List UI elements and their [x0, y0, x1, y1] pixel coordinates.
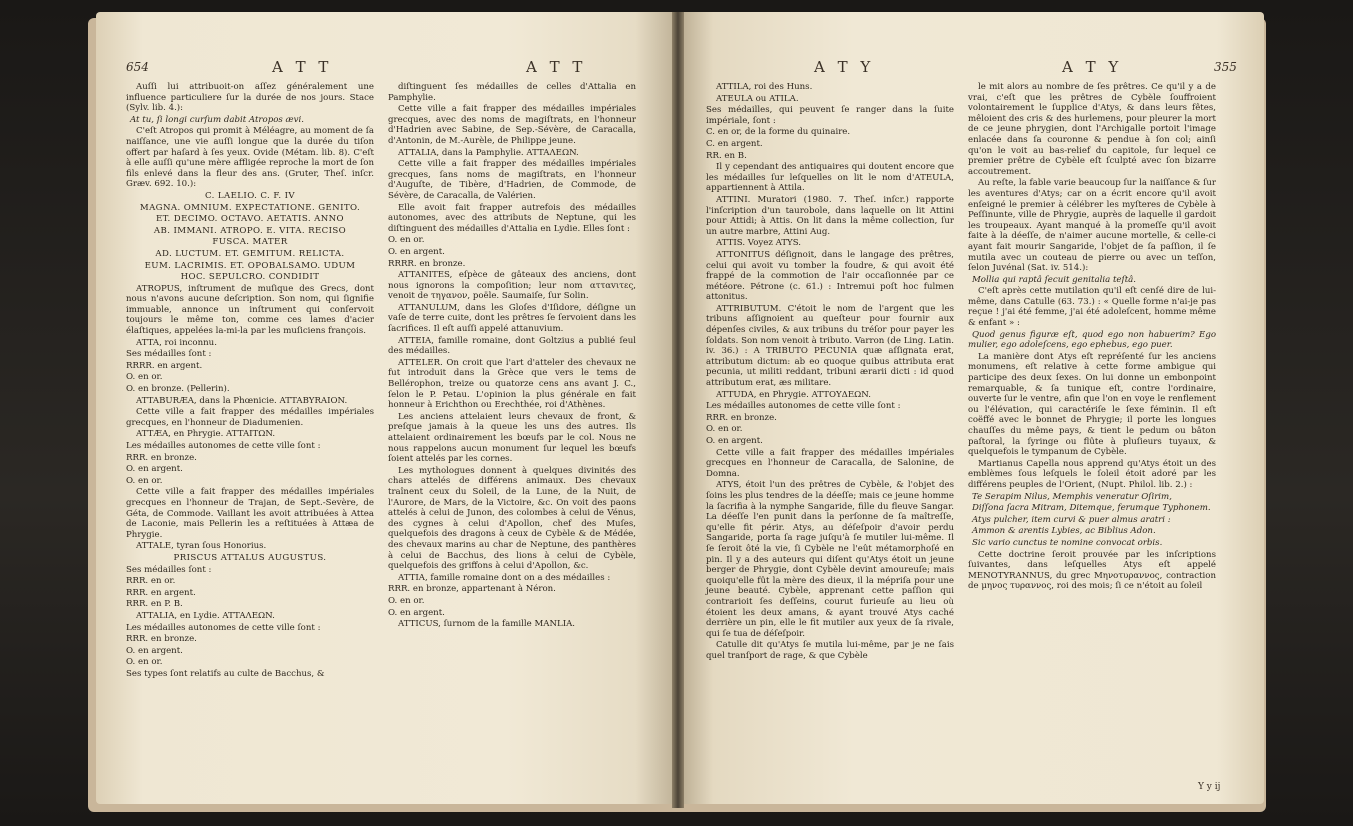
text-paragraph: Diſſona ſacra Mitram, Ditemque, ferumque Typhonem. [972, 503, 1211, 514]
text-paragraph: ATTA, roi inconnu. [136, 337, 217, 348]
text-paragraph: Ses types ſont relatifs au culte de Bacchus, & [126, 668, 325, 679]
right-running-head-col1: A T Y [814, 58, 875, 76]
text-paragraph: Cette ville a fait frapper des médailles impériales grecques en l'honneur de Trajan, de Sept.-Sevère, de Géta, de Commode. Vaillant les avoit attribuées à Attea de Laconie, mais Pellerin les a reſtituées à Attæa de Phrygie. [126, 487, 374, 540]
signature-mark: Y y ij [1198, 782, 1221, 792]
text-paragraph: RRR. en or. [126, 576, 176, 587]
text-paragraph: HOC. SEPULCRO. CONDIDIT [180, 272, 320, 283]
text-paragraph: ATTANULUM, dans les Gloſes d'Iſidore, déſigne un vaſe de terre cuite, dont les prêtres ſe ſervoient dans les ſacrifices. Il eſt auſſi appelé attanuvium. [388, 302, 636, 335]
book-gutter [672, 12, 684, 808]
text-paragraph: ATTELER. On croit que l'art d'atteler des chevaux ne fut introduit dans la Grèce que vers le tems de Bellérophon, treize ou quatorze cens ans avant J. C., ſelon le P. Petau. L'opinion la plus générale en fait honneur à Erichthon ou Erechthée, roi d'Athènes. [388, 357, 636, 411]
text-paragraph: RRR. en P. B. [126, 599, 183, 610]
text-paragraph: O. en or. [706, 424, 743, 435]
text-paragraph: O. en argent. [126, 464, 183, 475]
text-paragraph: ATTUDA, en Phrygie. ATTOYΔEΩN. [716, 389, 871, 400]
text-paragraph: O. en argent. [388, 607, 445, 618]
text-paragraph: ATTRIBUTUM. C'étoit le nom de l'argent que les tribuns aſſignoient au queſteur pour fournir aux dépenſes civiles, & aux tribuns du tréſor pour payer les ſoldats. Son nom venoit à tributo. Varron (de Ling. Latin. iv. 36.) : A TRIBUTO PECUNIA quæ aſſignata erat, attributum dictum: ab eo quoque quibus attributa erat pecunia, ut militi reddant, tribuni ærarii dicti : id quod attributum erat, æs militare. [706, 303, 954, 389]
text-paragraph: Ammon & arentis Lybies, ac Biblius Adon. [972, 526, 1156, 537]
text-paragraph: Quod genus figuræ eſt, quod ego non habuerim? Ego mulier, ego adoleſcens, ego ephebus, ego puer. [968, 329, 1216, 351]
text-paragraph: ATTEIA, famille romaine, dont Goltzius a publié ſeul des médailles. [388, 335, 636, 357]
text-paragraph: Ses médailles ſont : [126, 564, 212, 575]
text-paragraph: O. en argent. [126, 645, 183, 656]
text-paragraph: ATYS, étoit l'un des prêtres de Cybèle, & l'objet des ſoins les plus tendres de la déeſſe; mais ce jeune homme la ſacrifia à la nymphe Sangaride, fille du fleuve Sangar. La déeſſe l'en punit dans la perſonne de ſa maîtreſſe, qu'elle fit périr. Atys, au déſeſpoir d'avoir perdu Sangaride, porta ſa rage juſqu'à ſe mutiler lui-même. Il ſe ſeroit ôté la vie, ſi Cybèle ne l'eût métamorphoſé en pin. Il y a des auteurs qui diſent qu'Atys étoit un jeune berger de Phrygie, dont Cybèle devint amoureuſe; mais quoiqu'elle fût la mère des dieux, il la mépriſa pour une jeune beauté. Cybèle, apprenant cette paſſion qui contrarioit ſes deſſeins, courut furieuſe au lieu où étoient les deux amans, & ayant trouvé Atys caché derrière un pin, elle le fit mutiler aux yeux de ſa rivale, qui ſe tua de déſeſpoir. [706, 480, 954, 639]
text-paragraph: O. en or. [388, 235, 425, 246]
text-paragraph: ATROPUS, inſtrument de muſique des Grecs, dont nous n'avons aucune deſcription. Son nom, qui ſignifie immuable, annonce un inſtrument qui conſervoit toujours le même ton, comme ces lames d'acier élaſtiques, appelées la-mi-la par les muſiciens françois. [126, 283, 374, 337]
right-page-number: 355 [1214, 60, 1237, 74]
text-paragraph: Il y cependant des antiquaires qui doutent encore que les médailles ſur leſquelles on lit le nom d'ATEULA, appartiennent à Attila. [706, 162, 954, 194]
text-paragraph: C. en or, de la forme du quinaire. [706, 127, 851, 138]
text-paragraph: Les médailles autonomes de cette ville ſont : [126, 441, 321, 451]
text-paragraph: Catulle dit qu'Atys ſe mutila lui-même, par je ne ſais quel tranſport de rage, & que Cybèle [706, 640, 954, 661]
text-paragraph: Elle avoit fait frapper autrefois des médailles autonomes, avec des attributs de Neptune, qui les diſtinguent des médailles d'Attalia en Lydie. Elles ſont : [388, 202, 636, 234]
text-paragraph: le mit alors au nombre de ſes prêtres. Ce qu'il y a de vrai, c'eſt que les prêtres de Cybèle ſouffroient volontairement le ſupplice d'Atys, & dans leurs fêtes, mêloient des cris & des hurlemens, pour pleurer la mort de ce jeune phrygien, dont l'Archigalle portoit l'image enlacée dans ſa couronne & pendue à ſon col; ainſi qu'on le voit au bas-relief du capitole, ſur lequel ce premier prêtre de Cybèle eſt ſculpté avec ſon bizarre accoutrement. [968, 82, 1216, 177]
open-book [88, 12, 1266, 812]
left-running-head-col2: A T T [526, 58, 587, 76]
left-page-number: 654 [126, 60, 149, 74]
text-paragraph: O. en or. [388, 595, 425, 606]
text-paragraph: RRR. en argent. [126, 587, 196, 598]
text-paragraph: PRISCUS ATTALUS AUGUSTUS. [173, 552, 327, 563]
text-paragraph: RRR. en bronze. [126, 452, 197, 463]
text-paragraph: EUM. LACRIMIS. ET. OPOBALSAMO. UDUM [144, 260, 356, 271]
text-paragraph: Ses médailles ſont : [126, 349, 212, 360]
text-paragraph: RRR. en bronze. [706, 412, 777, 423]
text-paragraph: Les médailles autonomes de cette ville ſont : [126, 622, 321, 633]
text-paragraph: ATEULA ou ATILA. [716, 93, 799, 104]
text-paragraph: RR. en B. [706, 150, 747, 161]
text-paragraph: RRR. en bronze, appartenant à Néron. [388, 584, 556, 595]
text-paragraph: Sic vario cunctus te nomine convocat orbis. [972, 537, 1163, 548]
text-paragraph: O. en or. [126, 372, 163, 383]
text-paragraph: Les anciens attelaient leurs chevaux de front, & preſque jamais à la queue les uns des autres. Ils attelaient ordinairement les bœufs par le col. Nous ne nous rappelons aucun monument ſur lequel les bœufs ſoient attelés par les cornes. [388, 411, 636, 465]
text-paragraph: AB. IMMANI. ATROPO. E. VITA. RECISO [153, 225, 347, 236]
text-paragraph: C'eſt Atropos qui promit à Méléagre, au moment de ſa naiſſance, une vie auſſi longue que la durée du tiſon offert par haſard à ſes yeux. Ovide (Métam. lib. 8). C'eſt à elle auſſi qu'une mère affligée reproche la mort de ſon fils enlevé dans la fleur des ans. (Gruter, Theſ. inſcr. Græv. 692. 10.): [126, 126, 374, 190]
text-paragraph: C. en argent. [706, 138, 763, 149]
text-paragraph: Cette ville a fait frapper des médailles impériales grecques, ſans noms de magiſtrats, en l'honneur d'Auguſte, de Tibère, d'Hadrien, de Commode, de Sévère, de Caracalla, de Valérien. [388, 159, 636, 201]
text-paragraph: O. en argent. [388, 246, 445, 257]
text-paragraph: ATTANITES, eſpèce de gâteaux des anciens, dont nous ignorons la compoſition; leur nom ατταvιτɛς, venoit de τηγανον, poële. Saumaiſe, ſur Solin. [388, 270, 636, 302]
text-paragraph: Auſſi lui attribuoit-on aſſez généralement une influence particuliere ſur la durée de nos jours. Stace (Sylv. lib. 4.): [126, 82, 374, 114]
text-paragraph: ET. DECIMO. OCTAVO. AETATIS. ANNO [155, 214, 344, 225]
text-paragraph: Cette doctrine ſeroit prouvée par les inſcriptions ſuivantes, dans leſquelles Atys eſt appelé MENOTYRANNUS, du grec Μηνοτυραννος, contraction de μηνος τυραννος, roi des mois; ſi ce n'étoit au ſoleil [968, 549, 1216, 592]
text-paragraph: ATTONITUS déſignoit, dans le langage des prêtres, celui qui avoit vu tomber la foudre, & qui avoit été frappé de la commotion de l'air occaſionnée par ce météore. Pétrone (c. 61.) : Intremui poſt hoc fulmen attonitus. [706, 249, 954, 303]
text-paragraph: C'eſt après cette mutilation qu'il eſt cenſé dire de lui-même, dans Catulle (63. 73.) : « Quelle forme n'ai-je pas reçue ! j'ai été femme, j'ai été adoleſcent, homme même & enfant » : [968, 286, 1216, 329]
right-running-head-col2: A T Y [1062, 58, 1123, 76]
text-paragraph: Martianus Capella nous apprend qu'Atys étoit un des emblèmes ſous leſquels le ſoleil étoit adoré par les différens peuples de l'Orient, (Nupt. Philol. lib. 2.) : [968, 458, 1216, 490]
text-paragraph: ATTILA, roi des Huns. [716, 82, 813, 92]
text-paragraph: At tu, ſi longi curſum dabit Atropos ævi. [130, 114, 304, 125]
text-paragraph: Atys pulcher, item curvi & puer almus aratri : [972, 514, 1171, 525]
text-paragraph: Te Serapim Nilus, Memphis veneratur Oſirim, [972, 491, 1172, 502]
text-paragraph: La manière dont Atys eſt repréſenté ſur les anciens monumens, eſt relative à cette forme ambigue qui participe des deux ſexes. On lui donne un embonpoint remarquable, & ſa tunique eſt, contre l'ordinaire, ouverte ſur le ventre, afin que l'on en voye le renflement ou l'élévation, qui caractériſe le ſexe féminin. Il eſt coëffé avec le bonnet de Phrygie; il porte les longues chauſſes du même pays, & tient le pedum ou bâton paſtoral, la ſyringe ou flûte à pluſieurs tuyaux, & quelquefois le tympanum de Cybèle. [968, 351, 1216, 458]
text-paragraph: Cette ville a fait frapper des médailles impériales grecques en l'honneur de Caracalla, de Salonine, de Domna. [706, 447, 954, 479]
text-paragraph: AD. LUCTUM. ET. GEMITUM. RELICTA. [155, 248, 345, 259]
text-paragraph: RRR. en bronze. [126, 634, 197, 645]
text-paragraph: ATTIS. Voyez ATYS. [716, 238, 802, 249]
text-paragraph: MAGNA. OMNIUM. EXPECTATIONE. GENITO. [139, 202, 361, 213]
text-paragraph: Au reſte, la fable varie beaucoup ſur la naiſſance & ſur les aventures d'Atys; car on a écrit encore qu'il avoit enſeigné le premier à célébrer les myſteres de Cybèle à Peſſinunte, ville de Phrygie, auprès de laquelle il gardoit les troupeaux. Ayant manqué à la promeſſe qu'il avoit faite à la déeſſe, de n'aimer aucune mortelle, & celle-ci ayant fait mourir Sangaride, l'objet de ſa paſſion, il ſe mutila avec un couteau de pierre ou avec un teſſon, ſelon Juvénal (Sat. iv. 514.): [968, 178, 1216, 274]
text-paragraph: Ses médailles, qui peuvent ſe ranger dans la ſuite impériale, ſont : [706, 105, 954, 126]
text-paragraph: Mollia qui raptâ ſecuit genitalia teſtâ. [972, 274, 1137, 285]
text-paragraph: ATTALIA, en Lydie. ATTAΛEΩN. [136, 610, 275, 621]
left-column-2 [388, 82, 636, 631]
text-paragraph: RRRR. en bronze. [388, 258, 466, 269]
left-running-head-col1: A T T [272, 58, 333, 76]
text-paragraph: O. en or. [126, 657, 163, 668]
text-paragraph: RRRR. en argent. [126, 360, 203, 371]
text-paragraph: diſtinguent ſes médailles de celles d'Attalia en Pamphylie. [388, 82, 636, 103]
text-paragraph: ATTABURÆA, dans la Phœnicie. ATTABYRAION. [136, 395, 348, 406]
right-column-2 [968, 82, 1216, 593]
text-paragraph: ATTÆA, en Phrygie. ATTAITΩN. [136, 429, 276, 440]
text-paragraph: Cette ville a fait frapper des médailles impériales grecques, en l'honneur de Diadumenien. [126, 407, 374, 428]
text-paragraph: C. LAELIO. C. F. IV [204, 190, 296, 201]
text-paragraph: Les médailles autonomes de cette ville ſont : [706, 401, 901, 412]
left-page [96, 12, 682, 804]
text-paragraph: O. en or. [126, 475, 163, 486]
text-paragraph: ATTIA, famille romaine dont on a des médailles : [398, 572, 611, 583]
left-column-1 [126, 82, 374, 680]
text-paragraph: FUSCA. MATER [212, 237, 288, 248]
text-paragraph: O. en bronze. (Pellerin). [126, 384, 230, 395]
text-paragraph: ATTALE, tyran ſous Honorius. [136, 541, 267, 552]
text-paragraph: ATTALIA, dans la Pamphylie. ATTAΛEΩN. [398, 147, 579, 158]
text-paragraph: Cette ville a fait frapper des médailles impériales grecques, avec des noms de magiſtrats, en l'honneur d'Hadrien avec Sabine, de Sep.-Sévère, de Caracalla, d'Antonin, de M.-Aurèle, de Philippe jeune. [388, 104, 636, 146]
text-paragraph: O. en argent. [706, 436, 763, 446]
right-column-1 [706, 82, 954, 662]
text-paragraph: Les mythologues donnent à quelques divinités des chars attelés de différens animaux. Des chevaux traînent ceux du Soleil, de la Lune, de la Nuit, de l'Aurore, de Mars, de la Victoire, &c. On voit des paons attelés à celui de Junon, des colombes à celui de Vénus, des cygnes à celui d'Apollon, chef des Muſes, quelquefois des dragons à ceux de Cybèle & de Médée, des chevaux marins au char de Neptune, des panthères à celui de Bacchus, des lions à celui de Cybèle, quelquefois des griffons à celui d'Apollon, &c. [388, 465, 636, 572]
text-paragraph: ATTINI. Muratori (1980. 7. Theſ. inſcr.) rapporte l'inſcription d'un taurobole, dans laquelle on lit Attini pour Attidi; à Attis. On lit dans la même collection, ſur un autre marbre, Attini Aug. [706, 194, 954, 237]
text-paragraph: ATTICUS, ſurnom de la famille MANLIA. [398, 619, 576, 630]
right-page [678, 12, 1264, 804]
